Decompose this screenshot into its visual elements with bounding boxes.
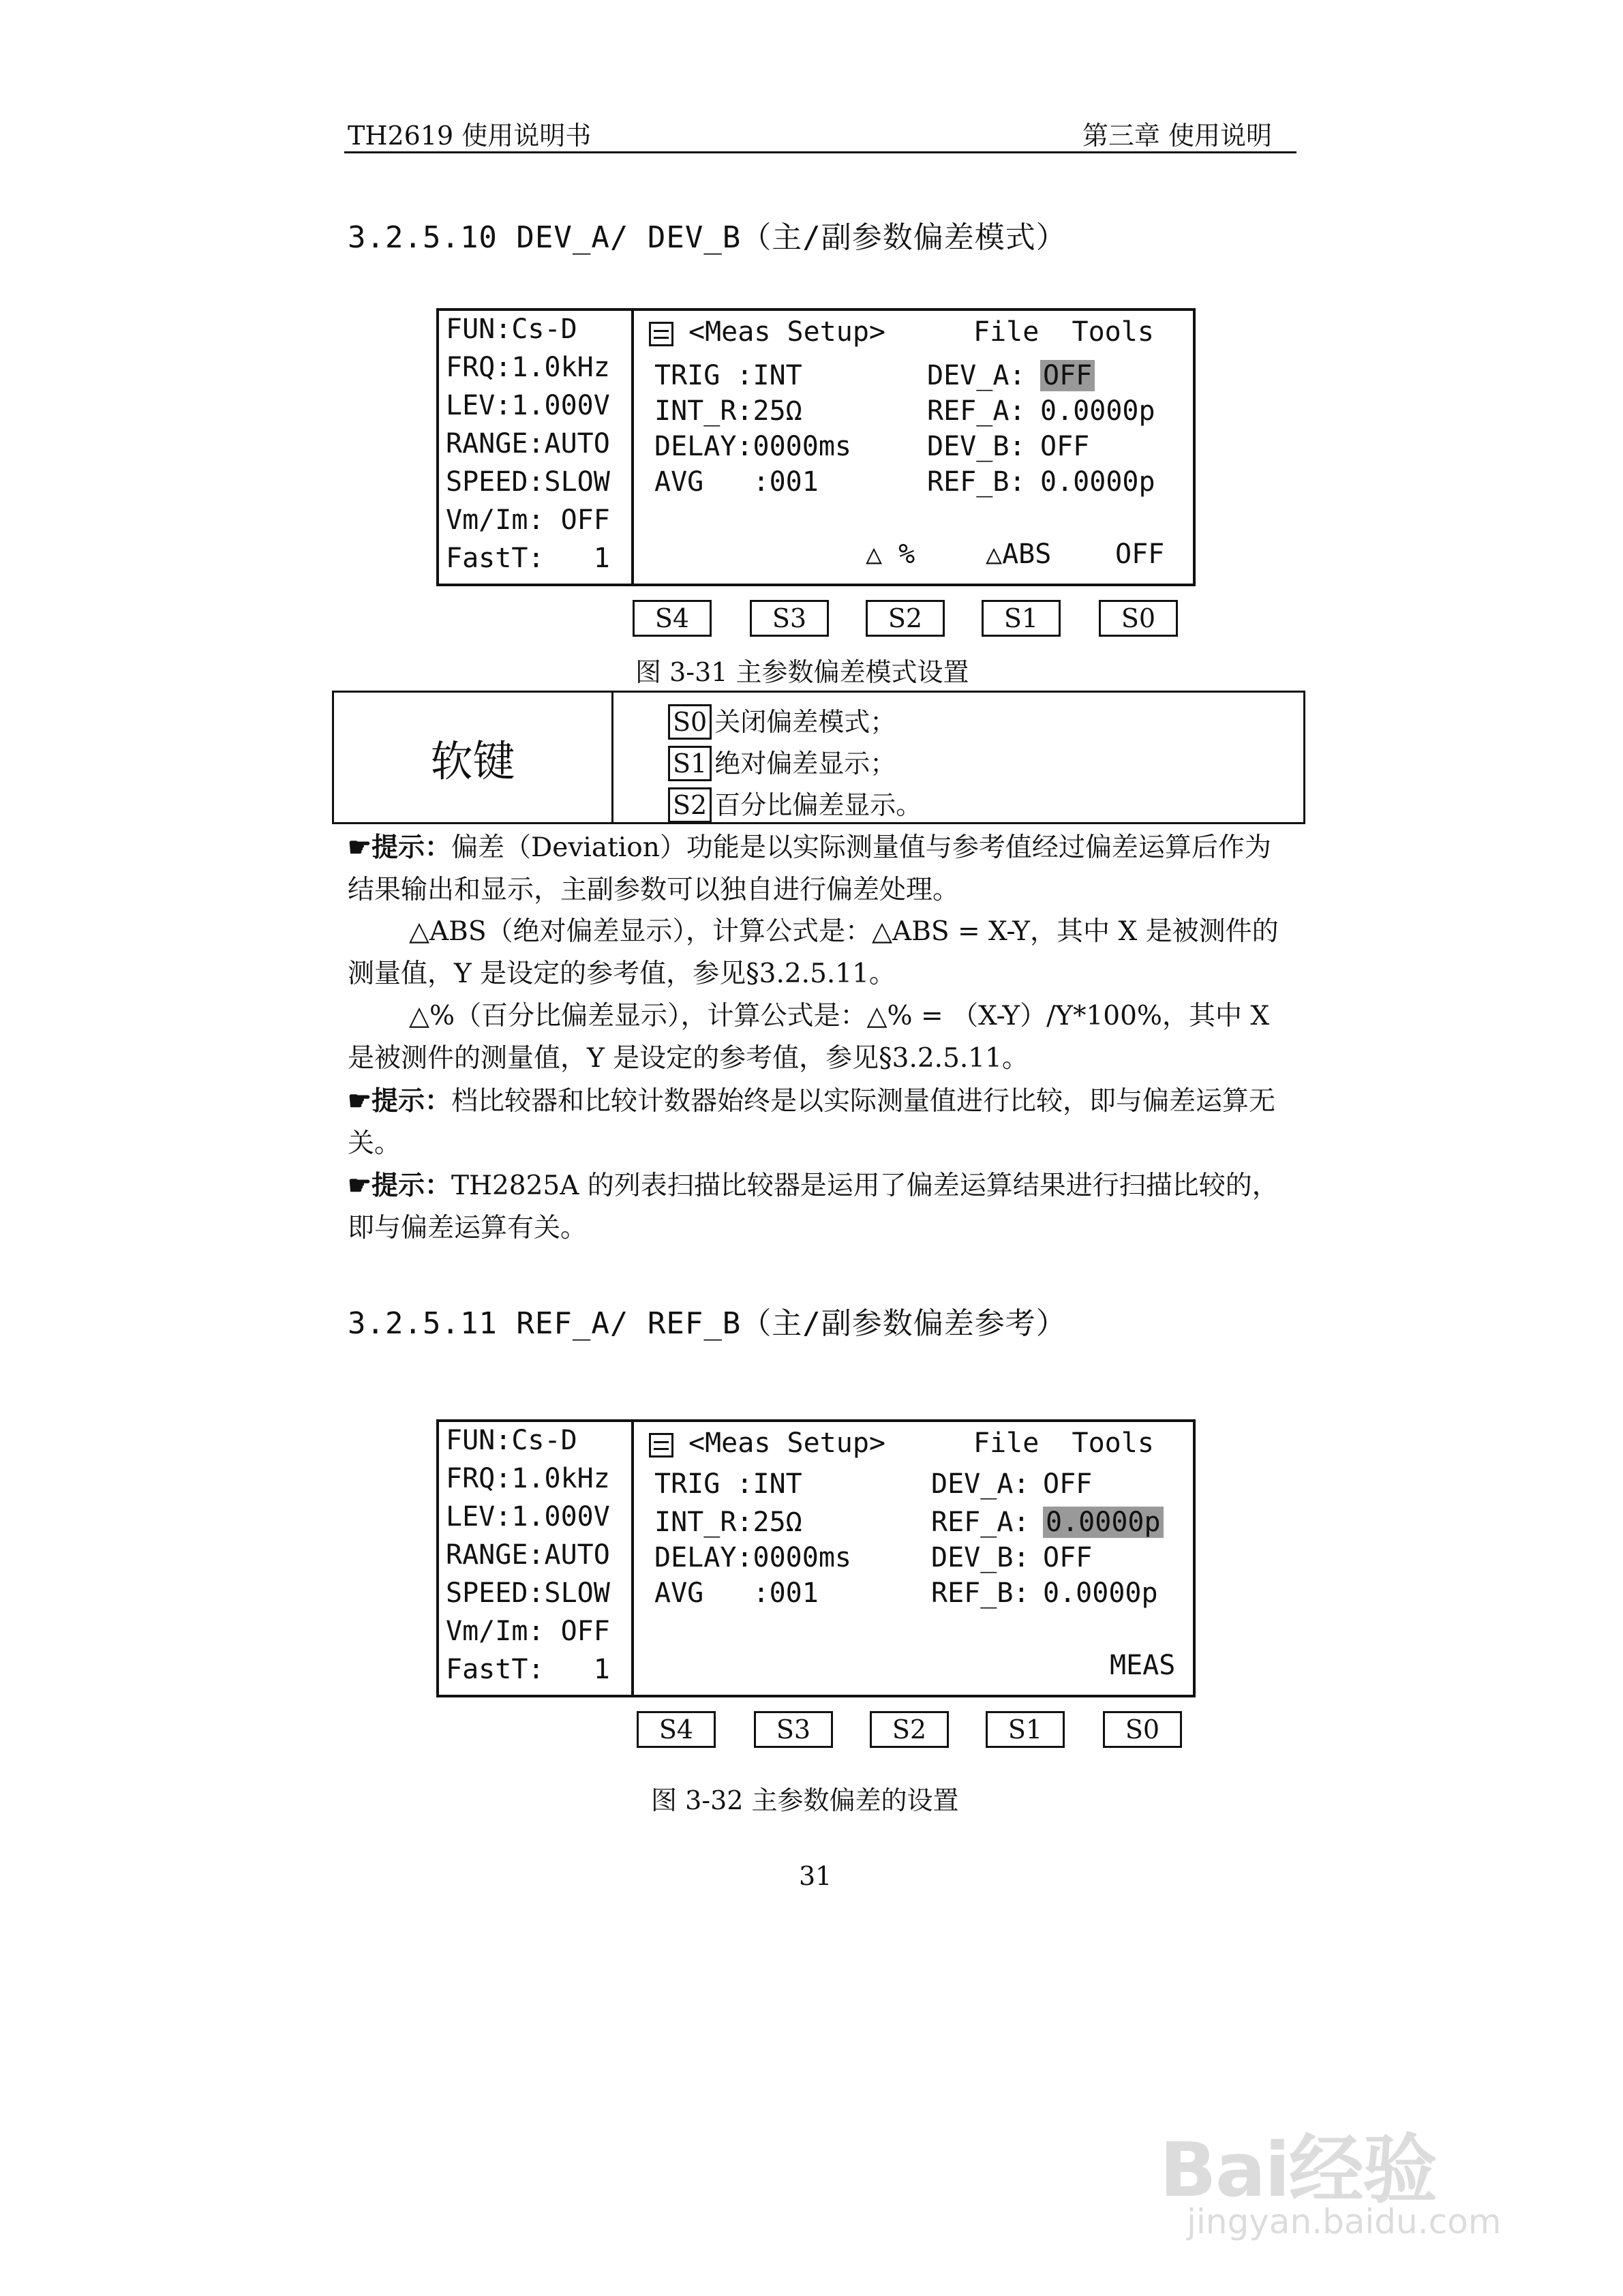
label-ref-a: REF_A: xyxy=(927,395,1026,427)
label-dev-b: DEV_B: xyxy=(931,1542,1030,1573)
table-key: S1 xyxy=(668,746,712,781)
value-dev-a[interactable] xyxy=(1040,360,1095,391)
note-text: 偏差（Deviation）功能是以实际测量值与参考值经过偏差运算后作为结果输出和显示，主副参数可以独自进行偏差处理。 xyxy=(348,832,1271,905)
note-paragraph-2: △ABS（绝对偏差显示），计算公式是：△ABS = X-Y，其中 X 是被测件的测量值，Y 是设定的参考值，参见§3.2.5.11。 xyxy=(348,916,1279,989)
table-row xyxy=(668,701,896,740)
lcd-status-line: LEV:1.000V xyxy=(446,390,610,421)
softkey-label-off: OFF xyxy=(1115,539,1165,570)
lcd-status-line: SPEED:SLOW xyxy=(446,1577,610,1609)
section-title-ref: 3.2.5.11 REF_A/ REF_B（主/副参数偏差参考） xyxy=(348,1306,1067,1341)
table-row xyxy=(668,784,922,823)
param-delay[interactable]: DELAY:0000ms xyxy=(654,431,851,462)
figure-caption-3-31: 图 3-31 主参数偏差模式设置 xyxy=(635,657,969,687)
lcd-status-panel xyxy=(439,1422,634,1695)
lcd-status-line: RANGE:AUTO xyxy=(446,428,610,459)
softkey-s4[interactable]: S4 xyxy=(633,600,712,637)
table-text: 关闭偏差模式； xyxy=(714,707,896,737)
lcd-status-line: FUN:Cs-D xyxy=(446,1425,577,1456)
lcd-status-panel xyxy=(439,311,634,584)
table-key: S2 xyxy=(668,787,712,823)
menu-icon[interactable] xyxy=(649,1433,673,1457)
watermark-line-2: jingyan.baidu.com xyxy=(1187,2202,1502,2241)
table-text: 绝对偏差显示； xyxy=(714,749,896,779)
lcd-status-line: FRQ:1.0kHz xyxy=(446,1463,610,1494)
value-dev-a[interactable]: OFF xyxy=(1043,1468,1093,1500)
softkey-s1[interactable]: S1 xyxy=(982,600,1061,637)
screen-menu[interactable]: File Tools xyxy=(973,1428,1154,1459)
note-text: 档比较器和比较计数器始终是以实际测量值进行比较，即与偏差运算无关。 xyxy=(348,1086,1275,1159)
lcd-status-line: FUN:Cs-D xyxy=(446,314,577,345)
page-number: 31 xyxy=(799,1861,832,1891)
lcd-status-line: FastT: 1 xyxy=(446,1654,610,1685)
figure-caption-3-32: 图 3-32 主参数偏差的设置 xyxy=(651,1785,959,1815)
softkey-s4[interactable]: S4 xyxy=(637,1711,716,1748)
label-dev-a: DEV_A: xyxy=(931,1468,1030,1500)
label-ref-b: REF_B: xyxy=(931,1577,1030,1609)
value-ref-a-highlight[interactable]: 0.0000p xyxy=(1043,1507,1164,1538)
tip-label: ☛提示： xyxy=(348,1170,451,1201)
lcd-screen-ref xyxy=(436,1419,1196,1697)
table-key: S0 xyxy=(668,704,712,740)
param-avg[interactable]: AVG :001 xyxy=(654,466,819,498)
tip-label: ☛提示： xyxy=(348,832,451,863)
softkey-s0[interactable]: S0 xyxy=(1099,600,1178,637)
table-text: 百分比偏差显示。 xyxy=(714,790,922,820)
softkey-s2[interactable]: S2 xyxy=(866,600,945,637)
note-paragraph-3: △%（百分比偏差显示），计算公式是：△% = （X-Y）/Y*100%，其中 X 是被测件的测量值，Y 是设定的参考值，参见§3.2.5.11。 xyxy=(348,1001,1270,1074)
note-text: TH2825A 的列表扫描比较器是运用了偏差运算结果进行扫描比较的，即与偏差运算有关。 xyxy=(348,1170,1279,1243)
screen-menu[interactable]: File Tools xyxy=(973,316,1154,348)
softkey-s2[interactable]: S2 xyxy=(870,1711,949,1748)
value-ref-a[interactable] xyxy=(1043,1507,1164,1538)
label-ref-b: REF_B: xyxy=(927,466,1026,498)
screen-title: <Meas Setup> xyxy=(688,316,885,348)
param-avg[interactable]: AVG :001 xyxy=(654,1577,819,1609)
lcd-status-line: Vm/Im: OFF xyxy=(446,504,610,536)
screen-title: <Meas Setup> xyxy=(688,1428,885,1459)
softkey-label-percent: △ % xyxy=(866,539,915,570)
value-dev-b[interactable]: OFF xyxy=(1043,1542,1093,1573)
lcd-status-line: FRQ:1.0kHz xyxy=(446,352,610,383)
label-dev-a: DEV_A: xyxy=(927,360,1026,391)
param-int-r[interactable]: INT_R:25Ω xyxy=(654,1507,802,1538)
note-paragraph-5 xyxy=(348,1164,1288,1250)
softkey-s0[interactable]: S0 xyxy=(1103,1711,1182,1748)
note-paragraph-4 xyxy=(348,1080,1288,1165)
value-ref-a[interactable]: 0.0000p xyxy=(1040,395,1155,427)
value-ref-b[interactable]: 0.0000p xyxy=(1040,466,1155,498)
param-trig[interactable]: TRIG :INT xyxy=(654,1468,802,1500)
lcd-screen-dev xyxy=(436,308,1196,586)
value-dev-a-highlight[interactable]: OFF xyxy=(1040,360,1095,391)
value-dev-b[interactable]: OFF xyxy=(1040,431,1090,462)
header-right: 第三章 使用说明 xyxy=(1082,121,1272,151)
label-dev-b: DEV_B: xyxy=(927,431,1026,462)
softkey-s3[interactable]: S3 xyxy=(750,600,829,637)
lcd-status-line: SPEED:SLOW xyxy=(446,466,610,498)
param-int-r[interactable]: INT_R:25Ω xyxy=(654,395,802,427)
softkey-label-abs: △ABS xyxy=(986,539,1052,570)
section-title-dev: 3.2.5.10 DEV_A/ DEV_B（主/副参数偏差模式） xyxy=(348,220,1067,255)
watermark-logo xyxy=(1159,2089,1541,2246)
lcd-status-line: FastT: 1 xyxy=(446,543,610,574)
softkey-s3[interactable]: S3 xyxy=(754,1711,833,1748)
param-trig[interactable]: TRIG :INT xyxy=(654,360,802,391)
header-left: TH2619 使用说明书 xyxy=(348,121,592,151)
lcd-status-line: RANGE:AUTO xyxy=(446,1539,610,1571)
lcd-main-panel xyxy=(634,1422,1193,1695)
lcd-status-line: Vm/Im: OFF xyxy=(446,1616,610,1647)
param-delay[interactable]: DELAY:0000ms xyxy=(654,1542,851,1573)
menu-icon[interactable] xyxy=(649,322,673,346)
value-ref-b[interactable]: 0.0000p xyxy=(1043,1577,1158,1609)
tip-label: ☛提示： xyxy=(348,1085,451,1117)
softkey-label-meas: MEAS xyxy=(1110,1650,1176,1681)
softkey-s1[interactable]: S1 xyxy=(986,1711,1065,1748)
lcd-main-panel xyxy=(634,311,1193,584)
table-row xyxy=(668,742,896,781)
label-ref-a: REF_A: xyxy=(931,1507,1030,1538)
table-label: 软键 xyxy=(334,693,613,822)
watermark-line-1: Bai经验 xyxy=(1159,2126,1436,2214)
lcd-status-line: LEV:1.000V xyxy=(446,1501,610,1532)
note-paragraph-1 xyxy=(348,826,1288,911)
softkey-table xyxy=(332,691,1305,824)
header-rule xyxy=(344,151,1296,153)
